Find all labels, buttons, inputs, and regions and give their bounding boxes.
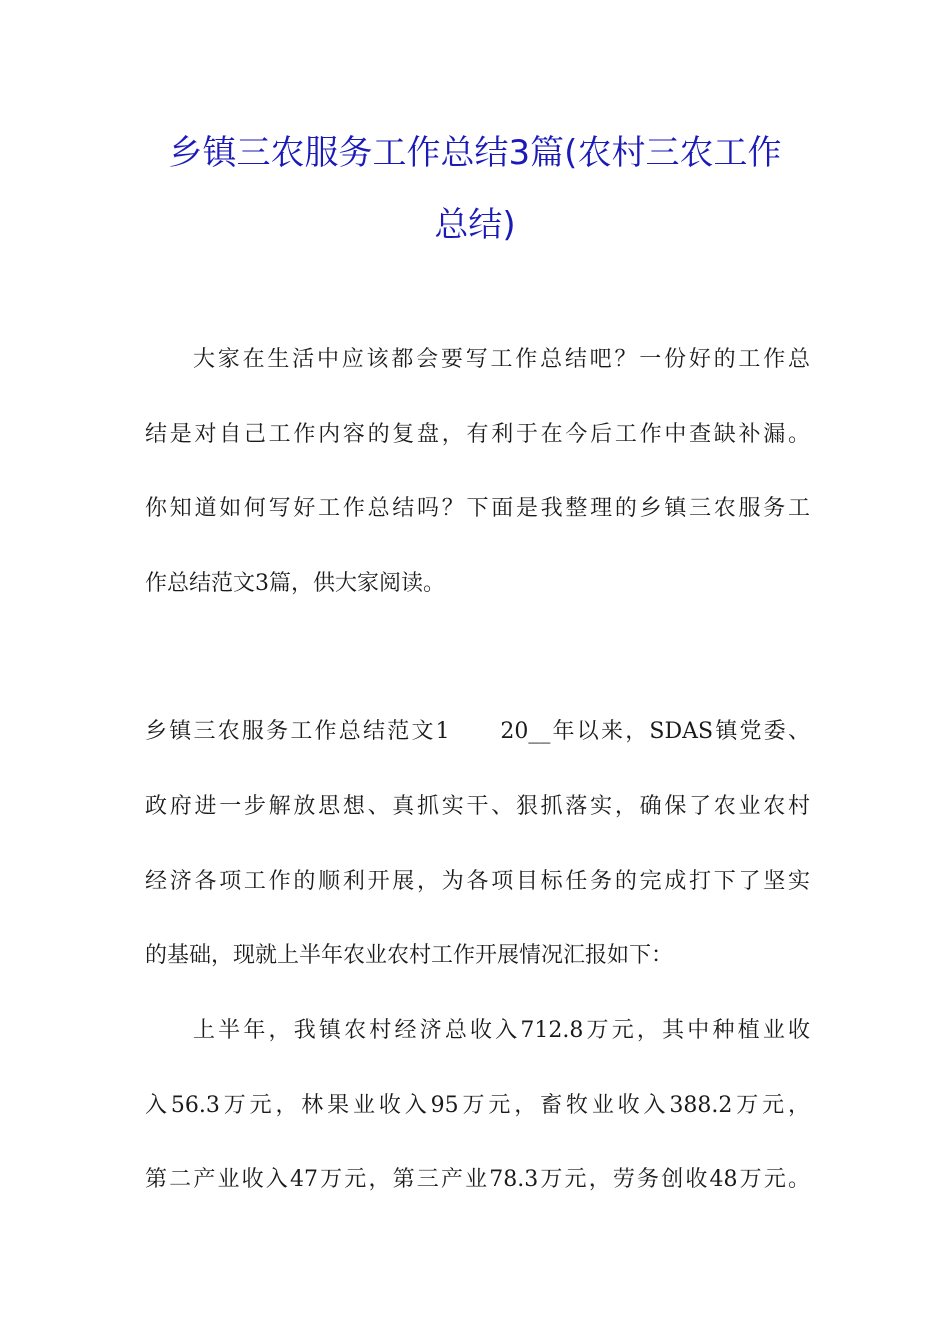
intro-line-2: 结是对自己工作内容的复盘，有利于在今后工作中查缺补漏。 — [145, 422, 810, 447]
paragraph2-line-2: 入56.3万元，林果业收入95万元，畜牧业收入388.2万元， — [145, 1093, 810, 1118]
paragraph2-line-1: 上半年，我镇农村经济总收入712.8万元，其中种植业收 — [193, 1018, 810, 1043]
document-title-line-2: 总结) — [434, 205, 516, 245]
intro-line-3: 你知道如何写好工作总结吗？下面是我整理的乡镇三农服务工 — [145, 496, 810, 521]
section1-line-1: 乡镇三农服务工作总结范文1 20__年以来，SDAS镇党委、 — [145, 719, 810, 744]
intro-line-4: 作总结范文3篇，供大家阅读。 — [145, 571, 445, 596]
paragraph2-line-3: 第二产业收入47万元，第三产业78.3万元，劳务创收48万元。 — [145, 1167, 810, 1192]
section1-line-2: 政府进一步解放思想、真抓实干、狠抓落实，确保了农业农村 — [145, 794, 810, 819]
section1-line-3: 经济各项工作的顺利开展，为各项目标任务的完成打下了坚实 — [145, 869, 810, 894]
document-title-line-1: 乡镇三农服务工作总结3篇(农村三农工作 — [168, 133, 782, 173]
section1-line-4: 的基础，现就上半年农业农村工作开展情况汇报如下： — [145, 943, 674, 968]
intro-line-1: 大家在生活中应该都会要写工作总结吧？一份好的工作总 — [193, 347, 810, 372]
